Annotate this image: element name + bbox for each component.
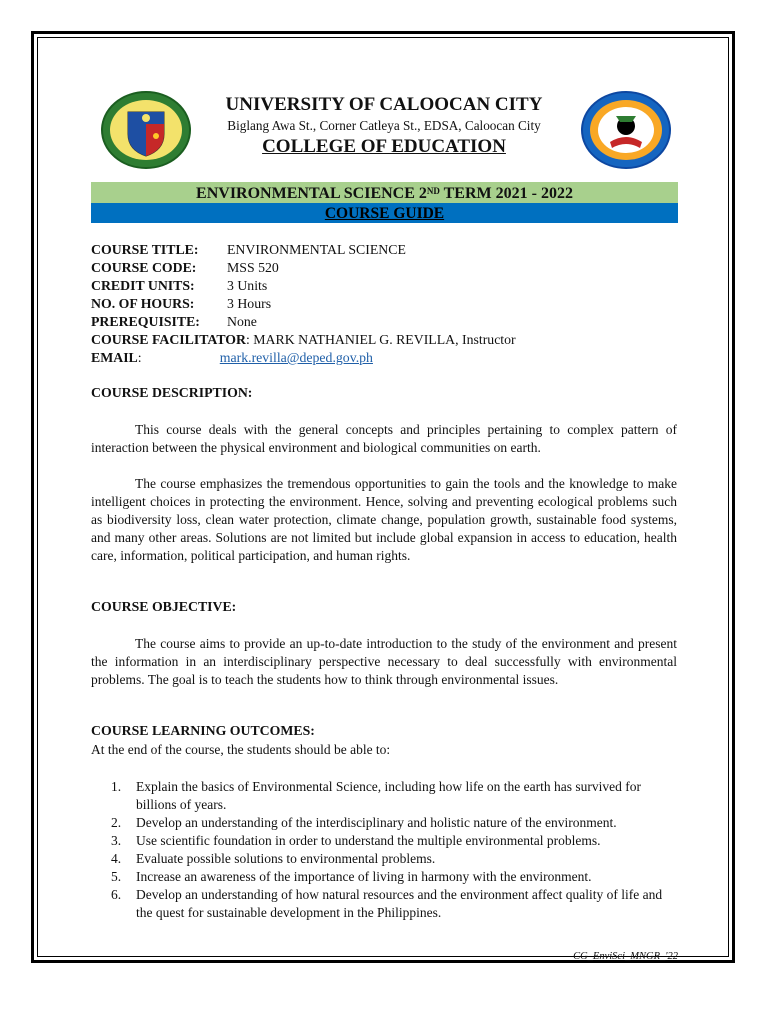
course-code-row xyxy=(91,259,279,277)
university-name: UNIVERSITY OF CALOOCAN CITY xyxy=(225,94,543,115)
credit-units-row xyxy=(91,277,267,295)
email-link[interactable]: mark.revilla@deped.gov.ph xyxy=(219,350,373,365)
course-guide-title: COURSE GUIDE xyxy=(324,205,445,222)
email-colon: : xyxy=(137,350,142,365)
learning-outcomes-heading: COURSE LEARNING OUTCOMES: xyxy=(91,723,315,738)
description-text-2: The course emphasizes the tremendous opportunities to gain the tools and the knowledge to make intelligent choices in protecting the environment. Hence, solving and preventing ecological problems such as biodiversity loss, clean water protection, climate change, population growth, sustainable food systems, and many other areas. Solutions are not limited but include global expansion in access to education, health care, information, political participation, and human rights. xyxy=(91,476,677,563)
course-title-value: ENVIRONMENTAL SCIENCE xyxy=(227,242,406,257)
facilitator-label: COURSE FACILITATOR xyxy=(91,332,246,347)
learning-outcomes-list xyxy=(91,778,677,922)
prerequisite-row xyxy=(91,313,257,331)
course-term-banner xyxy=(91,182,678,203)
description-paragraph-2 xyxy=(91,475,677,565)
hours-row xyxy=(91,295,271,313)
list-item: 6. Develop an understanding of how natural resources and the environment affect quality of life and the quest for sustainable development in the Philippines. xyxy=(111,887,663,920)
course-code-value: MSS 520 xyxy=(227,260,279,275)
list-item: 3. Use scientific foundation in order to understand the multiple environmental problems. xyxy=(111,833,601,848)
email-row xyxy=(91,349,373,367)
course-objective-heading: COURSE OBJECTIVE: xyxy=(91,599,237,614)
list-item: 2. Develop an understanding of the interdisciplinary and holistic nature of the environment. xyxy=(111,815,617,830)
objective-text: The course aims to provide an up-to-date introduction to the study of the environment and present the information in an interdisciplinary perspective necessary to deal successfully with environmental problems. The goal is to teach the students how to think through environmental issues. xyxy=(91,636,677,687)
college-name: COLLEGE OF EDUCATION xyxy=(262,136,506,157)
university-address: Biglang Awa St., Corner Catleya St., EDSA, Caloocan City xyxy=(227,118,541,133)
course-guide-banner xyxy=(91,203,678,223)
description-paragraph-1 xyxy=(91,421,677,457)
learning-outcomes-intro: At the end of the course, the students should be able to: xyxy=(91,742,391,757)
email-label: EMAIL xyxy=(91,350,138,365)
list-item: 1. Explain the basics of Environmental Science, including how life on the earth has survived for billions of years. xyxy=(111,779,641,812)
course-description-heading: COURSE DESCRIPTION: xyxy=(91,385,253,400)
facilitator-row xyxy=(91,331,516,349)
credit-units-label: CREDIT UNITS: xyxy=(91,278,195,293)
hours-value: 3 Hours xyxy=(227,296,272,311)
facilitator-value: : MARK NATHANIEL G. REVILLA, Instructor xyxy=(246,332,516,347)
description-text-1: This course deals with the general concepts and principles pertaining to complex pattern of interaction between the physical environment and biological communities on earth. xyxy=(91,422,677,455)
course-code-label: COURSE CODE: xyxy=(91,260,197,275)
term-title-sup: ND xyxy=(426,186,440,196)
credit-units-value: 3 Units xyxy=(227,278,268,293)
prerequisite-value: None xyxy=(227,314,257,329)
list-item: 4. Evaluate possible solutions to environmental problems. xyxy=(111,851,436,866)
term-title-pre: ENVIRONMENTAL SCIENCE 2 xyxy=(196,185,427,202)
prerequisite-label: PREREQUISITE: xyxy=(91,314,200,329)
objective-paragraph xyxy=(91,635,677,689)
list-item: 5. Increase an awareness of the importance of living in harmony with the environment. xyxy=(111,869,592,884)
course-title-label: COURSE TITLE: xyxy=(91,242,199,257)
document-code-footer: CG_EnviSci_MNGR_'22 xyxy=(573,951,678,962)
term-title-post: TERM 2021 - 2022 xyxy=(439,185,573,202)
hours-label: NO. OF HOURS: xyxy=(91,296,195,311)
course-title-row xyxy=(91,241,406,259)
